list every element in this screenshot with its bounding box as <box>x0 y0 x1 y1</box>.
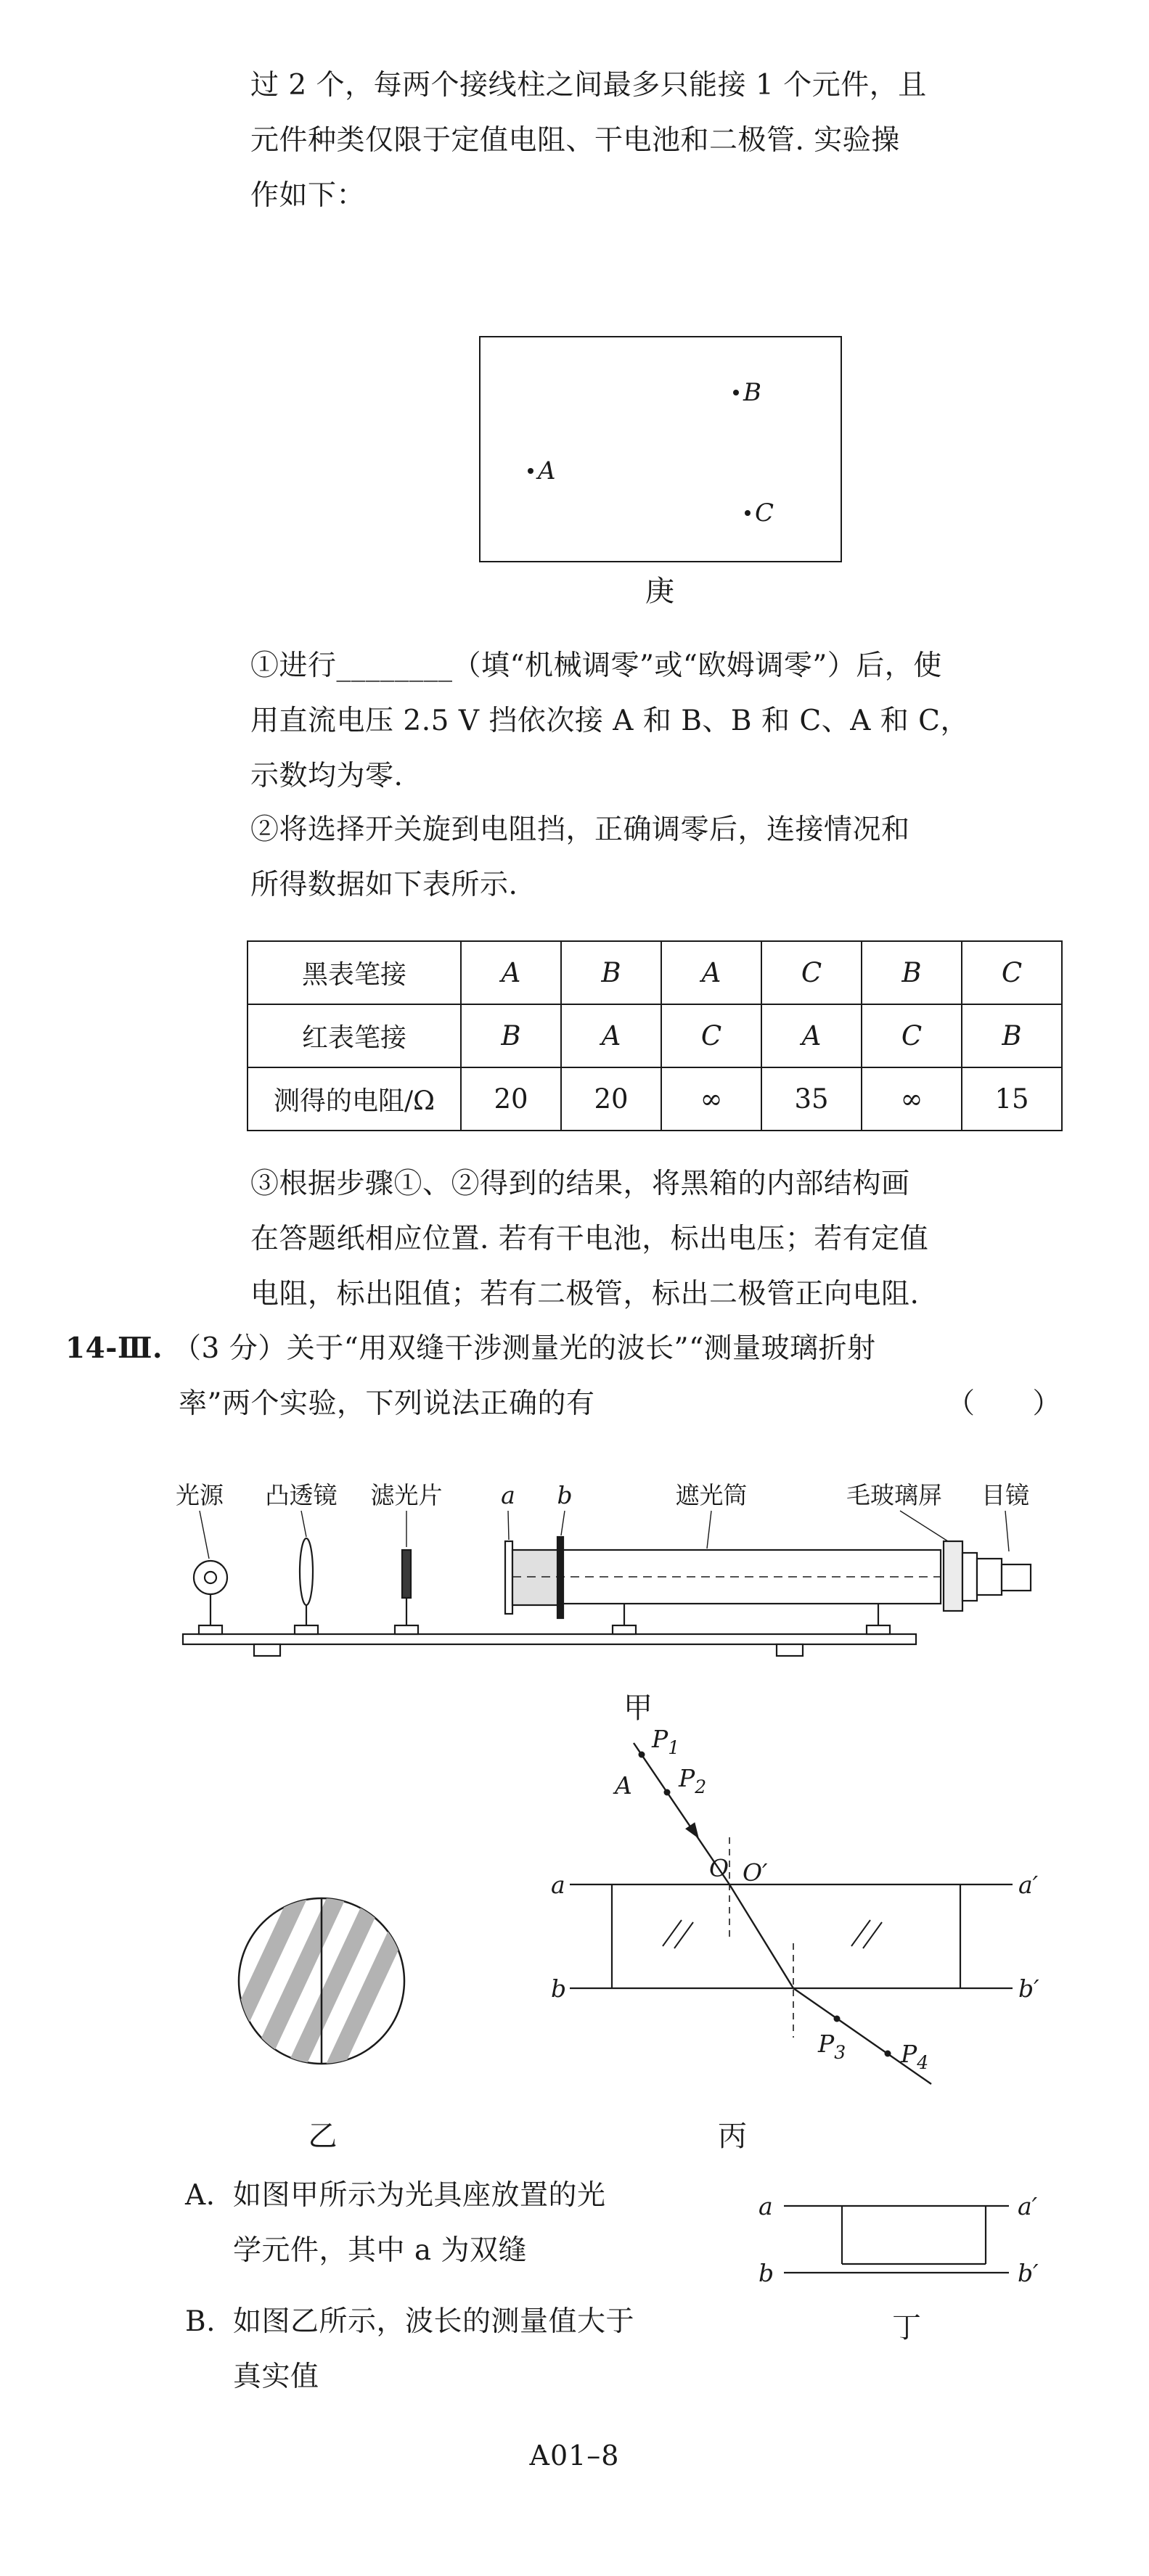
bench-foot <box>254 1644 280 1656</box>
double-slit-plate-a <box>505 1541 512 1614</box>
label-a: a <box>551 1871 565 1899</box>
figure-caption-yi: 乙 <box>308 2120 339 2153</box>
table-cell: C <box>862 1004 962 1067</box>
option-B <box>185 2294 634 2405</box>
step-2-paragraph <box>250 803 910 913</box>
eyepiece-end <box>1002 1564 1031 1591</box>
page-number: A01–8 <box>529 2440 620 2472</box>
row-header: 黑表笔接 <box>248 941 461 1004</box>
refracted-ray <box>729 1884 793 1988</box>
table-cell: C <box>661 1004 761 1067</box>
table-cell: 20 <box>561 1067 661 1131</box>
label-a-prime: a′ <box>1018 2192 1038 2220</box>
text-line: 所得数据如下表所示. <box>250 869 518 901</box>
eyepiece <box>962 1553 977 1601</box>
figure-caption-bing: 丙 <box>718 2120 748 2153</box>
intro-paragraph <box>250 58 927 223</box>
question-text: 率”两个实验，下列说法正确的有 <box>179 1387 595 1420</box>
table-cell: ∞ <box>862 1067 962 1131</box>
label-convex-lens: 凸透镜 <box>265 1481 338 1509</box>
option-line: 真实值 <box>233 2360 319 2393</box>
table-cell: ∞ <box>661 1067 761 1131</box>
label-O: O <box>709 1854 729 1882</box>
terminal-B <box>733 379 761 406</box>
terminal-C <box>745 499 774 527</box>
question-14 <box>65 1321 1061 1432</box>
figure-geng-black-box <box>479 336 842 562</box>
light-rays <box>634 1743 931 2084</box>
pin-P4-dot <box>885 2051 891 2057</box>
table-row <box>248 1004 1062 1067</box>
row-header: 测得的电阻/Ω <box>248 1067 461 1131</box>
text-line: 元件种类仅限于定值电阻、干电池和二极管. 实验操 <box>250 124 900 157</box>
black-box-outline <box>479 336 842 562</box>
text-line: ③根据步骤①、②得到的结果，将黑箱的内部结构画 <box>250 1168 910 1200</box>
label-b: b <box>758 2259 774 2287</box>
option-line <box>185 2168 606 2223</box>
question-text: （3 分）关于“用双缝干涉测量光的波长”“测量玻璃折射 <box>173 1332 876 1365</box>
table-cell: C <box>761 941 862 1004</box>
terminal-label: A <box>538 456 556 485</box>
question-line-2 <box>65 1377 1061 1432</box>
bench-drawing <box>183 1537 1031 1656</box>
label-eyepiece: 目镜 <box>981 1481 1029 1509</box>
option-A <box>185 2168 606 2278</box>
text-line: 示数均为零. <box>250 760 404 792</box>
label-b: b <box>551 1974 567 2003</box>
table-cell: B <box>862 941 962 1004</box>
table-cell: A <box>661 941 761 1004</box>
label-light-source: 光源 <box>176 1481 224 1509</box>
eyepiece-barrel <box>977 1559 1002 1595</box>
figure-yi-fringe-view <box>231 1881 416 2088</box>
label-ray-A: A <box>615 1771 632 1800</box>
label-a-prime: a′ <box>1018 1871 1039 1899</box>
ground-glass-screen <box>944 1541 962 1611</box>
bench-labels <box>176 1481 1029 1509</box>
table-cell: A <box>761 1004 862 1067</box>
label-O-prime: O′ <box>743 1858 768 1887</box>
option-text: 如图乙所示，波长的测量值大于 <box>233 2305 635 2338</box>
pin-P3-dot <box>834 2016 841 2022</box>
text-line: 用直流电压 2.5 V 挡依次接 A 和 B、B 和 C、A 和 C， <box>250 705 969 737</box>
ding-drawing <box>784 2206 1009 2273</box>
step-3-paragraph <box>250 1157 928 1322</box>
pin-dots <box>639 1752 891 2057</box>
label-filter: 滤光片 <box>370 1481 443 1509</box>
text-line: 作如下： <box>250 179 366 212</box>
table-cell: A <box>561 1004 661 1067</box>
table-cell: C <box>962 941 1062 1004</box>
label-ground-glass-screen: 毛玻璃屏 <box>846 1481 942 1509</box>
figure-caption-ding: 丁 <box>892 2311 923 2345</box>
table-row <box>248 1067 1062 1131</box>
table-cell: A <box>461 941 561 1004</box>
bing-labels <box>551 1725 1039 2073</box>
terminal-dot <box>745 510 751 516</box>
text-line: ①进行________（填“机械调零”或“欧姆调零”）后，使 <box>250 649 942 682</box>
plate-b <box>557 1537 563 1618</box>
figure-jia-optical-bench <box>167 1480 1067 1685</box>
table-row <box>248 941 1062 1004</box>
label-a: a <box>758 2192 773 2220</box>
convex-lens <box>300 1538 313 1605</box>
table-cell: 35 <box>761 1067 862 1131</box>
ray-direction-arrow <box>685 1822 704 1842</box>
pin-P2-dot <box>664 1789 671 1796</box>
filter <box>402 1550 411 1598</box>
tube-coupling <box>512 1550 559 1605</box>
answer-brackets: （ ） <box>946 1387 1061 1420</box>
table-cell: B <box>461 1004 561 1067</box>
question-line-1 <box>65 1321 1061 1377</box>
label-P2: $P_2$ <box>679 1764 707 1797</box>
label-b-prime: b′ <box>1018 2259 1039 2287</box>
step-1-paragraph <box>250 639 969 804</box>
label-a: a <box>501 1481 515 1509</box>
measurement-table <box>247 940 1063 1131</box>
terminal-label: C <box>755 499 774 528</box>
text-line: 过 2 个，每两个接线柱之间最多只能接 1 个元件，且 <box>250 69 927 102</box>
figure-ding-slab <box>755 2177 1060 2300</box>
option-line: 学元件，其中 a 为双缝 <box>233 2234 528 2267</box>
label-P3: $P_3$ <box>818 2030 846 2063</box>
table-cell: 15 <box>962 1067 1062 1131</box>
pin-P1-dot <box>639 1752 645 1758</box>
terminal-dot <box>733 390 739 395</box>
table-cell: 20 <box>461 1067 561 1131</box>
question-number: 14-Ⅲ. <box>65 1332 163 1365</box>
terminal-label: B <box>743 378 761 407</box>
table-cell: B <box>962 1004 1062 1067</box>
text-line: ②将选择开关旋到电阻挡，正确调零后，连接情况和 <box>250 813 910 846</box>
bench-foot <box>777 1644 803 1656</box>
figure-caption-jia: 甲 <box>623 1691 654 1725</box>
label-P1: $P_1$ <box>652 1725 680 1758</box>
figure-caption-geng: 庚 <box>645 575 676 608</box>
table-cell: B <box>561 941 661 1004</box>
option-label: B. <box>185 2305 216 2338</box>
label-light-shield-tube: 遮光筒 <box>675 1481 748 1509</box>
glass-hatch-marks <box>663 1920 882 1948</box>
text-line: 电阻，标出阻值；若有二极管，标出二极管正向电阻. <box>250 1278 920 1310</box>
text-line: 在答题纸相应位置. 若有干电池，标出电压；若有定值 <box>250 1223 929 1255</box>
terminal-A <box>528 457 556 485</box>
slab-outline <box>570 1884 1013 1988</box>
label-b-prime: b′ <box>1018 1974 1039 2003</box>
bench-base <box>183 1634 916 1644</box>
terminal-dot <box>528 468 533 474</box>
row-header: 红表笔接 <box>248 1004 461 1067</box>
figure-bing-refraction <box>548 1720 1049 2112</box>
option-label: A. <box>185 2179 216 2212</box>
label-P4: $P_4$ <box>901 2040 929 2073</box>
option-line <box>185 2294 634 2350</box>
light-source-filament <box>205 1572 216 1583</box>
option-text: 如图甲所示为光具座放置的光 <box>233 2179 606 2212</box>
label-b: b <box>557 1481 573 1509</box>
emergent-ray <box>793 1988 931 2084</box>
